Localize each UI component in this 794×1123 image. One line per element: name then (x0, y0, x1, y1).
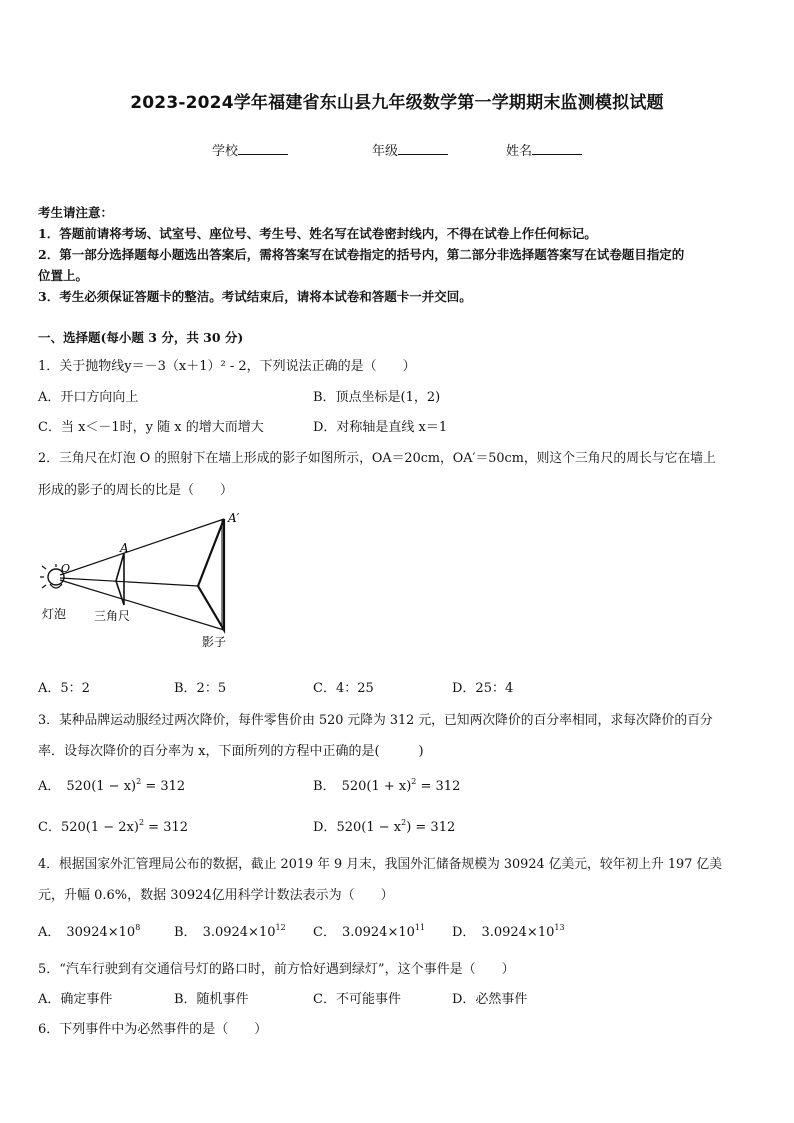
caption-shadow: 影子 (202, 635, 227, 649)
grade-field (372, 140, 448, 159)
q4-option-d: D． $3.0924\times 10^{13}$ (452, 923, 565, 940)
notice-item-2-cont: 位置上。 (38, 268, 89, 283)
q4-option-b: B． $3.0924\times 10^{12}$ (174, 923, 286, 940)
q3-option-b: B． $520(1 + x)^2 = 312$ (313, 777, 461, 794)
grade-label: 年级 (372, 144, 399, 159)
school-blank[interactable] (238, 141, 288, 155)
q3-option-d: D．$520(1 - x^2) = 312$ (313, 818, 456, 835)
ray-middle (60, 578, 198, 586)
label-a-prime: A′ (228, 511, 240, 525)
q5-stem: 5．“汽车行驶到有交通信号灯的路口时，前方恰好遇到绿灯”，这个事件是（ ） (38, 962, 515, 977)
q5-option-d: D．必然事件 (452, 992, 528, 1007)
q5-option-c: C．不可能事件 (313, 992, 401, 1007)
grade-blank[interactable] (398, 141, 448, 155)
q2-stem-line1: 2．三角尺在灯泡 O 的照射下在墙上形成的影子如图所示，OA＝20cm，OA′＝50cm，则这个三角尺的周长与它在墙上 (38, 451, 716, 466)
caption-bulb: 灯泡 (42, 607, 67, 621)
q2-option-a: A．5：2 (38, 681, 90, 696)
notice-item-2: 2．第一部分选择题每小题选出答案后，需将答案写在试卷指定的括号内，第二部分非选择题答案写在试卷题目指定的 (38, 247, 685, 262)
name-field (506, 140, 582, 159)
q4-option-a: A． $30924\times 10^8$ (38, 923, 141, 940)
notice-item-1: 1．答题前请将考场、试室号、座位号、考生号、姓名写在试卷密封线内，不得在试卷上作任何标记。 (38, 226, 597, 241)
q2-option-b: B．2：5 (174, 681, 227, 696)
school-label: 学校 (212, 144, 239, 159)
name-label: 姓名 (506, 144, 533, 159)
label-o: O (61, 562, 71, 575)
name-blank[interactable] (532, 141, 582, 155)
q5-option-b: B．随机事件 (174, 992, 249, 1007)
ray-upper (60, 519, 224, 575)
q2-stem-line2: 形成的影子的周长的比是（ ） (38, 483, 234, 498)
label-a: A (120, 541, 129, 555)
q3-option-c: C．$520(1 - 2x)^2 = 312$ (38, 818, 189, 835)
q6-stem: 6．下列事件中为必然事件的是（ ） (38, 1022, 268, 1037)
q1-option-c: C．当 x＜－1时，y 随 x 的增大而增大 (38, 420, 264, 435)
school-field (212, 140, 288, 159)
q4-stem-line2: 元，升幅 0.6%，数据 30924亿用科学计数法表示为（ ） (38, 888, 394, 903)
q2-option-d: D．25：4 (452, 681, 514, 696)
q3-stem-line1: 3．某种品牌运动服经过两次降价，每件零售价由 520 元降为 312 元，已知两次降价的百分率相同，求每次降价的百分 (38, 713, 713, 728)
notice-item-3: 3．考生必须保证答题卡的整洁。考试结束后，请将本试卷和答题卡一并交回。 (38, 289, 472, 304)
q2-figure (36, 508, 256, 656)
q5-option-a: A．确定事件 (38, 992, 113, 1007)
q3-stem-line2: 率．设每次降价的百分率为 x，下面所列的方程中正确的是( ) (38, 744, 424, 759)
q4-option-c: C． $3.0924\times 10^{11}$ (313, 923, 426, 940)
notice-heading: 考生请注意： (38, 205, 114, 220)
q1-option-d: D．对称轴是直线 x＝1 (313, 420, 448, 435)
caption-ruler: 三角尺 (94, 609, 131, 623)
section-heading: 一、选择题(每小题 3 分，共 30 分) (38, 330, 244, 345)
q3-option-a: A． $520(1 - x)^2 = 312$ (38, 777, 186, 794)
q1-stem: 1．关于抛物线y＝－3（x＋1）² - 2，下列说法正确的是（ ） (38, 359, 416, 374)
page-title: 2023-2024学年福建省东山县九年级数学第一学期期末监测模拟试题 (130, 93, 664, 113)
triangle-shadow (198, 519, 224, 630)
q1-option-a: A．开口方向向上 (38, 390, 139, 405)
q4-stem-line1: 4．根据国家外汇管理局公布的数据，截止 2019 年 9 月末，我国外汇储备规模为 30924 亿美元，较年初上升 197 亿美 (38, 857, 722, 872)
q2-option-c: C．4：25 (313, 681, 374, 696)
q1-option-b: B．顶点坐标是(1，2) (313, 390, 441, 405)
